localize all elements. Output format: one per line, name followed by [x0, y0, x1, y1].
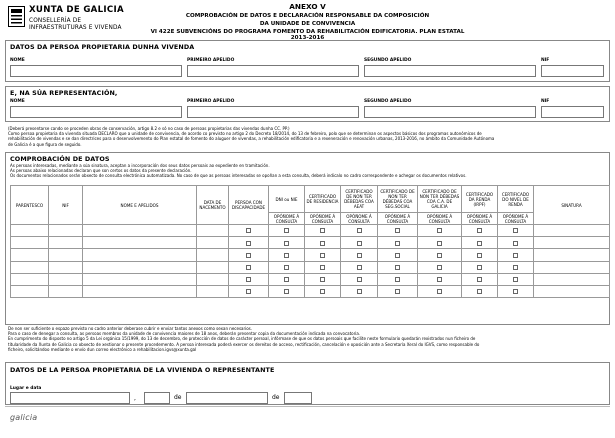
signature-section-title: DATOS DE LA PERSOA PROPIETARIA DE LA VIVIENDA O REPRESENTANTE [10, 366, 275, 374]
nacemento-cell[interactable] [197, 225, 229, 237]
household-table [10, 185, 610, 298]
checkbox[interactable] [284, 277, 289, 282]
table-row [11, 285, 610, 297]
rep-surname2-field[interactable] [364, 106, 536, 118]
checkbox[interactable] [320, 241, 325, 246]
seg-social-cell [378, 237, 418, 249]
month-field[interactable] [186, 392, 268, 404]
rep-nif-field[interactable] [541, 106, 604, 118]
col-sinatura: SINATURA [534, 186, 610, 225]
aeat-cell [341, 273, 378, 285]
checkbox[interactable] [513, 289, 518, 294]
nivel-renda-cell [498, 249, 534, 261]
dni-cell [269, 273, 305, 285]
owner-surname1-label: PRIMEIRO APELIDO [187, 58, 235, 63]
sinatura-cell[interactable] [534, 249, 610, 261]
galicia-cell [418, 285, 462, 297]
verification-section-title: COMPROBACIÓN DE DATOS [10, 155, 110, 163]
nome-cell[interactable] [83, 285, 197, 297]
col-nome: NOME E APELIDOS [83, 186, 197, 225]
checkbox[interactable] [437, 265, 442, 270]
seg-social-cell [378, 273, 418, 285]
opono-header: OPÓÑOME Á CONSULTA [305, 213, 341, 225]
owner-name-field[interactable] [10, 65, 182, 77]
sinatura-cell[interactable] [534, 261, 610, 273]
checkbox[interactable] [477, 228, 482, 233]
sinatura-cell[interactable] [534, 237, 610, 249]
year-field[interactable] [284, 392, 312, 404]
col-nif: NIF [49, 186, 83, 225]
sinatura-cell[interactable] [534, 225, 610, 237]
checkbox[interactable] [246, 289, 251, 294]
checkbox[interactable] [357, 253, 362, 258]
rep-name-field[interactable] [10, 106, 182, 118]
galicia-cell [418, 261, 462, 273]
nome-cell[interactable] [83, 237, 197, 249]
discapacidade-cell [229, 261, 269, 273]
form-title-line-3: VI 422E SUBVENCIÓNS DO PROGRAMA FOMENTO DA REHABILITACIÓN EDIFICATORIA. PLAN ESTATAL 2013-2016 [150, 29, 465, 41]
nif-cell[interactable] [49, 273, 83, 285]
opono-header: OPÓÑOME Á CONSULTA [378, 213, 418, 225]
col-galicia: CERTIFICADO DE NON TER DÉBEDAS COA C.A. DE GALICIA [418, 186, 462, 213]
nome-cell[interactable] [83, 261, 197, 273]
discapacidade-cell [229, 285, 269, 297]
nacemento-cell[interactable] [197, 273, 229, 285]
owner-name-label: NOME [10, 58, 25, 63]
col-seg-social: CERTIFICADO DE NON TER DÉBEDAS COA SEG.SOCIAL [378, 186, 418, 213]
renda-irpf-cell [462, 261, 498, 273]
table-row [11, 273, 610, 285]
checkbox[interactable] [437, 253, 442, 258]
nacemento-cell[interactable] [197, 249, 229, 261]
dni-cell [269, 285, 305, 297]
checkbox[interactable] [246, 265, 251, 270]
checkbox[interactable] [357, 277, 362, 282]
seg-social-cell [378, 285, 418, 297]
representative-section-title: E, NA SÚA REPRESENTACIÓN, [10, 89, 118, 97]
date-de-1: de [174, 394, 182, 401]
checkbox[interactable] [437, 277, 442, 282]
checkbox[interactable] [320, 228, 325, 233]
residencia-cell [305, 273, 341, 285]
verification-text: As persoas interesadas, mediante a súa sinatura, aceptan a incorporación dos seus datos persoais ao expediente en tramitación. As persoas abaixo relacionadas declaran que son certos os datos da presente declaración. Os documentos relacionados serán obxecto de consulta electrónica automatizada. No caso de que as persoas interesadas se opoñan a esta consulta, deberá indicalo no cadro correspondente e achegar os documentos relativos. [10, 163, 467, 179]
checkbox[interactable] [284, 265, 289, 270]
dni-cell [269, 237, 305, 249]
checkbox[interactable] [357, 265, 362, 270]
checkbox[interactable] [395, 289, 400, 294]
col-discapacidade: PERSOA CON DISCAPACIDADE [229, 186, 269, 225]
nif-cell[interactable] [49, 237, 83, 249]
galicia-footer-logo: galicia [10, 413, 38, 422]
parentesco-cell[interactable] [11, 285, 49, 297]
nacemento-cell[interactable] [197, 237, 229, 249]
checkbox[interactable] [395, 253, 400, 258]
rep-nif-label: NIF [541, 99, 550, 104]
nif-cell[interactable] [49, 225, 83, 237]
checkbox[interactable] [513, 241, 518, 246]
table-row [11, 225, 610, 237]
nome-cell[interactable] [83, 249, 197, 261]
checkbox[interactable] [437, 289, 442, 294]
aeat-cell [341, 237, 378, 249]
nivel-renda-cell [498, 237, 534, 249]
seg-social-cell [378, 261, 418, 273]
sinatura-cell[interactable] [534, 273, 610, 285]
col-renda-irpf: CERTIFICADO DA RENDA (IRPF) [462, 186, 498, 213]
parentesco-cell[interactable] [11, 261, 49, 273]
owner-surname2-field[interactable] [364, 65, 536, 77]
checkbox[interactable] [395, 228, 400, 233]
opono-header: OPÓÑOME Á CONSULTA [498, 213, 534, 225]
form-title-line-1: COMPROBACIÓN DE DATOS E DECLARACIÓN RESPONSABLE DA COMPOSICIÓN [185, 13, 430, 19]
nif-cell[interactable] [49, 249, 83, 261]
galicia-cell [418, 249, 462, 261]
col-nacemento: DATA DE NACEMENTO [197, 186, 229, 225]
checkbox[interactable] [477, 241, 482, 246]
declaration-text: (Deberá presentarse cando se proceden obras de conservación, artigo 8.2 e só no caso de persoas propietarias das vivendas dunha CC. PP.) Como persoa propietaria da vivenda situada DECLARO que a unidade de convivencia, de acordo co previsto no artigo 2 do Decreto 18/2014, do 13 de febreiro, polo que se determinan os aspectos básicos dos programas autonómicos de rehabilitación de vivendas e se dan directrices para o desenvolvemento do Plan estatal de fomento do aluguer de vivendas, a rehabilitación edificatoria e a rexeneración e renovación urbanas, 2013-2016, no ámbito da Comunidade Autónoma de Galicia é a que figura de seguido. [8, 126, 495, 147]
residencia-cell [305, 249, 341, 261]
checkbox[interactable] [357, 241, 362, 246]
checkbox[interactable] [284, 241, 289, 246]
checkbox[interactable] [320, 253, 325, 258]
rep-surname1-label: PRIMEIRO APELIDO [187, 99, 235, 104]
opono-header: OPÓÑOME Á CONSULTA [341, 213, 378, 225]
comma-separator: , [134, 395, 136, 402]
parentesco-cell[interactable] [11, 225, 49, 237]
seg-social-cell [378, 249, 418, 261]
checkbox[interactable] [357, 289, 362, 294]
owner-surname1-field[interactable] [187, 65, 359, 77]
col-parentesco: PARENTESCO [11, 186, 49, 225]
rep-surname2-label: SEGUNDO APELIDO [364, 99, 412, 104]
parentesco-cell[interactable] [11, 273, 49, 285]
renda-irpf-cell [462, 237, 498, 249]
sinatura-cell[interactable] [534, 285, 610, 297]
galicia-cell [418, 225, 462, 237]
checkbox[interactable] [320, 289, 325, 294]
discapacidade-cell [229, 273, 269, 285]
nivel-renda-cell [498, 285, 534, 297]
checkbox[interactable] [357, 228, 362, 233]
aeat-cell [341, 285, 378, 297]
footer-divider [5, 406, 610, 407]
logo-name: XUNTA DE GALICIA [29, 5, 124, 15]
col-residencia: CERTIFICADO DE RESIDENCIA [305, 186, 341, 213]
table-row [11, 237, 610, 249]
footnotes: De non ser suficiente o espazo previsto no cadro anterior deberase cubrir e enviar tantos anexos como sexan necesarios. Para o caso de denegar a consulta, as persoas membros da unidade de convivencia maiores de 18 anos, deberán presentar copia da documentación indicada na convocatoria. En cumprimento do disposto no artigo 5 da Lei orgánica 15/1999, do 13 de decembro, de protección de datos de carácter persoal, infórmase de que os datos persoais que facilite neste formulario quedarán rexistrados nun ficheiro de titularidade da Xunta de Galicia co obxecto de xestionar o presente procedemento. A persoa interesada poderá exercer os dereitos de acceso, rectificación, cancelación e oposición ante a Secretaría Xeral do IGVS, como responsable do ficheiro, solicitándoo mediante o envío dun correo electrónico a rehabilitacion.igvs@xunta.gal [8, 326, 480, 352]
checkbox[interactable] [477, 265, 482, 270]
col-dni: DNI ou NIE [269, 186, 305, 213]
renda-irpf-cell [462, 249, 498, 261]
checkbox[interactable] [513, 265, 518, 270]
aeat-cell [341, 249, 378, 261]
nif-cell[interactable] [49, 285, 83, 297]
aeat-cell [341, 225, 378, 237]
aeat-cell [341, 261, 378, 273]
checkbox[interactable] [284, 289, 289, 294]
opono-header: OPÓÑOME Á CONSULTA [269, 213, 305, 225]
xunta-logo [8, 5, 163, 39]
checkbox[interactable] [320, 265, 325, 270]
galicia-cell [418, 237, 462, 249]
form-title-line-2: DA UNIDADE DE CONVIVENCIA [259, 21, 356, 27]
checkbox[interactable] [513, 277, 518, 282]
nivel-renda-cell [498, 261, 534, 273]
checkbox[interactable] [477, 277, 482, 282]
opono-header: OPÓÑOME Á CONSULTA [462, 213, 498, 225]
checkbox[interactable] [437, 228, 442, 233]
discapacidade-cell [229, 237, 269, 249]
table-row [11, 249, 610, 261]
checkbox[interactable] [477, 289, 482, 294]
nome-cell[interactable] [83, 273, 197, 285]
nivel-renda-cell [498, 273, 534, 285]
col-nivel-renda: CERTIFICADO DO NIVEL DE RENDA [498, 186, 534, 213]
checkbox[interactable] [284, 228, 289, 233]
checkbox[interactable] [395, 277, 400, 282]
nacemento-cell[interactable] [197, 261, 229, 273]
logo-department: CONSELLERÍA DE INFRAESTRUTURAS E VIVENDA [29, 18, 122, 31]
checkbox[interactable] [284, 253, 289, 258]
opono-header: OPÓÑOME Á CONSULTA [418, 213, 462, 225]
renda-irpf-cell [462, 273, 498, 285]
checkbox[interactable] [513, 253, 518, 258]
checkbox[interactable] [395, 241, 400, 246]
rep-name-label: NOME [10, 99, 25, 104]
checkbox[interactable] [320, 277, 325, 282]
nacemento-cell[interactable] [197, 285, 229, 297]
discapacidade-cell [229, 249, 269, 261]
dni-cell [269, 249, 305, 261]
owner-section-title: DATOS DA PERSOA PROPIETARIA DUNHA VIVENDA [10, 43, 195, 51]
checkbox[interactable] [437, 241, 442, 246]
checkbox[interactable] [246, 253, 251, 258]
checkbox[interactable] [395, 265, 400, 270]
rep-surname1-field[interactable] [187, 106, 359, 118]
checkbox[interactable] [513, 228, 518, 233]
col-aeat: CERTIFICADO DE NON TER DÉBEDAS COA AEAT [341, 186, 378, 213]
seg-social-cell [378, 225, 418, 237]
residencia-cell [305, 225, 341, 237]
date-de-2: de [272, 394, 280, 401]
place-field[interactable] [10, 392, 130, 404]
day-field[interactable] [144, 392, 170, 404]
nif-cell[interactable] [49, 261, 83, 273]
owner-nif-label: NIF [541, 58, 550, 63]
nivel-renda-cell [498, 225, 534, 237]
renda-irpf-cell [462, 225, 498, 237]
residencia-cell [305, 261, 341, 273]
table-row [11, 261, 610, 273]
checkbox[interactable] [246, 277, 251, 282]
galicia-cell [418, 273, 462, 285]
nome-cell[interactable] [83, 225, 197, 237]
annex-title: ANEXO V [289, 2, 326, 11]
dni-cell [269, 261, 305, 273]
parentesco-cell[interactable] [11, 249, 49, 261]
parentesco-cell[interactable] [11, 237, 49, 249]
dni-cell [269, 225, 305, 237]
checkbox[interactable] [246, 228, 251, 233]
checkbox[interactable] [246, 241, 251, 246]
discapacidade-cell [229, 225, 269, 237]
residencia-cell [305, 285, 341, 297]
residencia-cell [305, 237, 341, 249]
xunta-emblem-icon [8, 6, 25, 27]
owner-surname2-label: SEGUNDO APELIDO [364, 58, 412, 63]
place-date-label: Lugar e data [10, 386, 42, 391]
renda-irpf-cell [462, 285, 498, 297]
checkbox[interactable] [477, 253, 482, 258]
owner-nif-field[interactable] [541, 65, 604, 77]
